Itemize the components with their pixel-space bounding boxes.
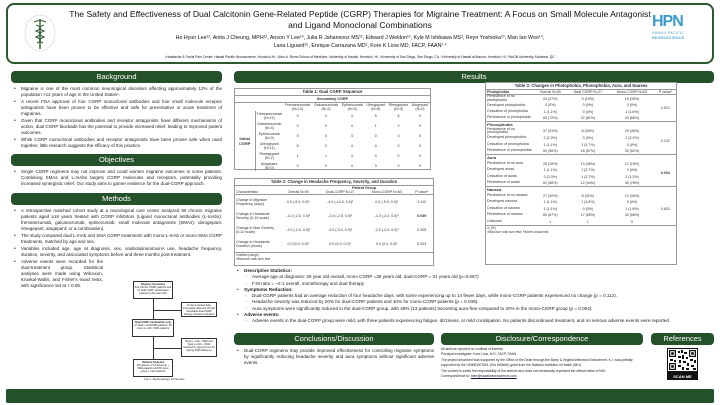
table1-cell: 0 xyxy=(374,144,377,148)
table2-p-value: 0.039 xyxy=(417,213,427,218)
table1-cell: 0 xyxy=(325,124,328,128)
table1-cell: 6 xyxy=(397,114,400,118)
table1-col-header: Rimegepant (N=3) xyxy=(388,103,409,111)
table3-cell: 1 (1.1%) xyxy=(543,168,558,173)
table3-cell: 12 (44%) xyxy=(580,180,596,185)
table3-footnote: ¹n (%) xyxy=(487,225,496,230)
flow-box-text: 322 chronic CGRP patients and 47 dual CGRP combination patients (≥18 years old) xyxy=(134,285,172,295)
table2-col-header: Overall N=90 xyxy=(287,190,309,194)
table1-col-header: Eptinezumab (N=0) xyxy=(341,103,363,111)
methods-bullet: • Variables included age, age at diagnosis, sex, onabotulinumtoxinA use, headache frequency, duration, severity, and associated symptoms before and three months post-treatment. xyxy=(11,246,222,258)
table2-col-header: Mono-CGRP N=63 xyxy=(371,190,402,194)
table3-cell: 1 xyxy=(549,219,552,224)
table1-cell: 0 xyxy=(325,134,328,138)
table3-cell: 0 xyxy=(631,219,633,224)
table1-col-header: Atogepant (N=0) xyxy=(411,103,429,111)
table1-cell: 0 xyxy=(418,144,421,148)
findings-heading: • Descriptive Statistics: xyxy=(234,268,714,274)
table1-cell: 0 xyxy=(418,134,421,138)
table1-header-row xyxy=(235,103,430,111)
findings-heading: • Adverse events: xyxy=(234,312,714,318)
table3-cell: 37 (41%) xyxy=(542,129,558,134)
table1-corner xyxy=(235,103,255,111)
table3-p-value: 0.004 xyxy=(660,171,670,176)
table2-footnote: ¹Wilcoxon rank sum test xyxy=(236,256,271,261)
findings-item: ◦ Headache severity was reduced by 20% for dual-CGRP patients and 10% for mono-CGRP patients (p = 0.039). xyxy=(234,299,714,305)
caduceus-logo xyxy=(23,13,57,53)
table2-grid xyxy=(235,186,433,251)
table3-cell: 2 (3.2%) xyxy=(625,136,639,141)
flow-box-title: Registry Screening xyxy=(141,282,165,286)
table-dual-cgrp-sequence xyxy=(234,88,431,170)
table1-cell: 5 xyxy=(374,114,377,118)
table1-row-label: Rimegepant (N=2) xyxy=(259,151,279,160)
table3-cell: 22 (81%) xyxy=(580,116,596,121)
table1-cell: 0 xyxy=(351,154,354,158)
table3-row-label: Cessation of nausea xyxy=(487,205,520,210)
table3-cell: 0 (0%) xyxy=(626,142,638,147)
table2-row xyxy=(235,223,433,237)
table3-cell: 1 (3.7%) xyxy=(581,174,595,179)
disclosure-funding: The project described was supported by the Office of the Dean through the Barry & Virginia Weinman Endowment. K.I. was partially supported by the U54MD007601 (Ola HAWAII) grant from the National Institutes of Health (NIH). xyxy=(441,357,633,367)
table1-group-header: Secondary CGRP xyxy=(235,96,430,103)
disclosure-line: The content is solely the responsibility of the authors and does not necessarily represent the official views of NIH. xyxy=(441,368,606,373)
background-heading: Background xyxy=(11,71,222,83)
table1-cell: 0 xyxy=(296,134,299,138)
table3-cell: 50 (56%) xyxy=(542,148,558,153)
table3-cell: 1 (1.1%) xyxy=(543,142,558,147)
table1-cell: 2 xyxy=(325,144,328,148)
flow-box-analyzed xyxy=(133,359,173,377)
footer-bar xyxy=(6,389,714,403)
table3-cell: 13 (48%) xyxy=(580,161,596,166)
table3-cell: 1 (1.6%) xyxy=(625,109,639,114)
table3-cell: 2 (3.2%) xyxy=(625,174,639,179)
table1-cell: 0 xyxy=(397,154,400,158)
objectives-bullet: • Single CGRP regimens may not improve and could worsen migraine outcomes in some patients. Combining SMAs and L-mAbs targets CGRP molecules and receptors, potentially providing increased synergistic relief. Our study aims to garner evidence for the dual-CGRP approach. xyxy=(11,169,222,187)
table2-row-label: Change in Max Severity (0-10 scale) xyxy=(236,225,275,234)
table3-p-value: 0.147 xyxy=(660,138,670,143)
table1-cell: 0 xyxy=(296,124,299,128)
table2-cell: -2.0 (-2.0, 0.0)¹ xyxy=(374,227,399,232)
table3-cell: 25 (28%) xyxy=(542,161,558,166)
author-list xyxy=(78,34,642,50)
table3-cell: 1 (1.1%) xyxy=(543,200,558,205)
table3-row xyxy=(486,95,676,103)
methods-bullet: • Adverse events were recorded for the dual-treatment group. Statistical analyses were made using Wilcoxon, Kruskal-Wallis, and Fisher's exact tests, with significance set at < 0.05. xyxy=(11,259,103,289)
table3-footnote: ¹Wilcoxon rank sum test; Fisher's exact test xyxy=(487,229,549,234)
left-column xyxy=(11,71,222,290)
background-bullet: • Migraine is one of the most common neurological disorders affecting approximately 12% of the population >12 years of age in the United States¹. xyxy=(11,86,222,98)
table1-row-group: Initial CGRP xyxy=(235,111,255,171)
table1-cell: 0 xyxy=(418,154,421,158)
flow-box-text: Mono L-mAb / SMA and 'Dual L-mAb + SMA' matched by age and sex for Spring 2023 follow-up xyxy=(182,339,215,352)
table3-section-name: Aura xyxy=(486,154,676,160)
table3-cell: 65 (72%) xyxy=(542,116,558,121)
table3-cell: 1 (1.1%) xyxy=(543,109,558,114)
poster-header xyxy=(6,3,714,64)
table3-cell: 17 (65%) xyxy=(580,213,596,218)
table2-cell: -2.0 (-3.0, 0.0)¹ xyxy=(328,227,353,232)
background-bullet: • While CGRP monoclonal antibodies and receptor antagonists have been proven safe when used together, little research suggests the efficacy of this practice. xyxy=(11,137,222,149)
table3-row-label: Cessation of photophobia xyxy=(487,109,528,114)
table1-col-header: Fremanezumab (N=13) xyxy=(284,103,311,111)
table1-cell: 0 xyxy=(351,114,354,118)
disclosure-section xyxy=(441,333,643,379)
table2-col-header: Characteristic xyxy=(236,190,258,194)
hpn-logo xyxy=(652,13,700,55)
table2-p-value: 0.423 xyxy=(417,241,427,246)
results-findings xyxy=(234,268,714,325)
table2-col-header: Dual-CGRP N=27 xyxy=(325,190,355,194)
methodology-flowchart xyxy=(122,281,222,381)
flow-box-text: 90 patients: 27 dual group + SMA patients and 63 mono group L-mAb patients xyxy=(136,363,170,373)
table3-row-label: Persistence of no phonophobia xyxy=(487,126,515,135)
table3-row-label: Cessation of phonophobia xyxy=(487,141,529,146)
table2-footnote: ¹median (range) xyxy=(236,252,259,257)
table1-body xyxy=(235,111,430,171)
table1-cell: 0 xyxy=(296,114,299,118)
table2-caption: Table 2: Change in Headache Frequency, Severity, and Duration xyxy=(235,179,433,186)
table3-row-label: Unknown xyxy=(487,218,502,223)
table2-row xyxy=(235,195,433,209)
table1-grid xyxy=(235,103,430,171)
table3-cell: 0 (0%) xyxy=(582,136,594,141)
table3-section-name: Phonophobia xyxy=(486,122,676,128)
table3-cell: 8 (30%) xyxy=(581,129,595,134)
table3-row-label: Persistence of no aura xyxy=(487,160,523,165)
findings-item: ◦ F:M ratio = ~2:1 overall, monotherapy and dual therapy xyxy=(234,281,714,287)
table3-row-label: Persistence of no nausea xyxy=(487,192,528,197)
table1-row-label: Eptinezumab (N=0) xyxy=(258,131,280,140)
authors-line-2: Lana Liguard¹⁵, Enrique Carrazana MD¹, Kore K Liow MD, FACP, FAAN¹ ² xyxy=(273,43,447,49)
table1-cell: 0 xyxy=(418,164,421,168)
table3-row-label: Persistence of phonophobia xyxy=(487,148,532,153)
table3-p-value: 0.512 xyxy=(660,106,670,111)
table3-cell: 43 (68%) xyxy=(624,213,640,218)
references-heading: References xyxy=(651,333,714,345)
flow-box-text: 27 dual L-mAb/SMA patients; 63 mono L-mAb / SMA patients xyxy=(134,323,172,330)
table2-cell: 0.0 (-5.0, 0.0)¹ xyxy=(286,199,310,204)
table2-p-value: 0.112 xyxy=(417,199,427,204)
table1-row xyxy=(235,121,430,131)
correspondence-label: Correspondence to: xyxy=(441,373,471,378)
methods-list xyxy=(11,208,222,289)
table3-body xyxy=(486,95,676,225)
conclusions-bullet: • Dual-CGRP regimens may provide improved effectiveness for controlling migraine symptoms by significantly reducing headache severity and aura symptoms without significant adverse events. xyxy=(234,348,434,366)
table1-cell: 0 xyxy=(351,144,354,148)
table3-col-header: Overall N=90 xyxy=(539,90,561,94)
table3-cell: 0 (0%) xyxy=(626,168,638,173)
table3-grid xyxy=(486,90,676,225)
table3-col-header: P value¹ xyxy=(658,90,672,94)
table1-corner xyxy=(255,103,283,111)
table1-row xyxy=(235,151,430,161)
flow-box-dual-cgrp xyxy=(132,319,174,337)
table1-cell: 0 xyxy=(397,144,400,148)
table3-row-label: Persistence of auras xyxy=(487,180,520,185)
table1-cell: 0 xyxy=(418,114,421,118)
flow-box-text: 14 forms lacked data, incomplete data and 23 had unsuitable dual CGRP therapy duration excluded xyxy=(182,303,215,316)
table3-cell: 18 (67%) xyxy=(580,148,596,153)
table1-cell: 1 xyxy=(325,154,328,158)
disclosure-line: Principal Investigator: Kore Liow, M.D, FACP, FAAN xyxy=(441,352,517,356)
table3-row-label: Developed phonophobia xyxy=(487,135,526,140)
table3-cell: 27 (30%) xyxy=(542,193,558,198)
table3-cell: 1 (3.7%) xyxy=(581,142,595,147)
disclosure-text xyxy=(441,347,643,379)
conclusions-section xyxy=(234,333,434,367)
objectives-heading: Objectives xyxy=(11,154,222,166)
table3-cell: 1 (3.7%) xyxy=(581,168,595,173)
table1-row xyxy=(235,111,430,121)
table2-body xyxy=(235,195,433,251)
table2-cell: -2.0 (-2.0, 0.0)¹ xyxy=(286,227,311,232)
findings-item: ◦ Adverse events in the dual-CGRP group were mild, with three patients experiencing fatigue, dizziness, or mild constipation. No patients discontinued treatment, and no serious adverse events were reported. xyxy=(234,318,714,324)
table1-caption: Table 1: Dual CGRP Sequence xyxy=(235,89,430,96)
table3-cell: 24 (27%) xyxy=(542,96,558,101)
table1-cell: 0 xyxy=(397,134,400,138)
table3-col-header: Dual CGRP N=27 xyxy=(573,90,603,94)
table2-col-header: P value¹ xyxy=(415,190,429,194)
table3-row-label: Persistence of no photophobia xyxy=(487,94,515,102)
table2-cell: 0.0 (0.0, 0.0)¹ xyxy=(375,241,398,246)
table-headache-changes xyxy=(234,178,434,266)
table2-row-label: Change in Migraine Frequency (days) xyxy=(236,197,268,206)
table1-cell: 2 xyxy=(397,124,400,128)
results-heading: Results xyxy=(234,71,714,83)
table2-footnotes xyxy=(235,252,433,261)
table3-col-header: Photophobia xyxy=(487,90,509,94)
flow-box-matching xyxy=(181,338,217,357)
background-bullet: • Given that CGRP monoclonal antibodies and receptor antagonists have different mechanisms of action, dual CGRP blockade has the potential to provide increased relief, leading to improved patient outcomes. xyxy=(11,118,222,136)
table1-row xyxy=(235,141,430,151)
table3-cell: 60 (67%) xyxy=(542,213,558,218)
table3-cell: 1 (3.8%) xyxy=(581,200,595,205)
table3-footnotes xyxy=(486,225,676,234)
table1-cell: 0 xyxy=(374,154,377,158)
table1-cell: 1 xyxy=(296,154,299,158)
conclusions-list xyxy=(234,348,434,366)
table1-col-header: Galcanezumab (N=2) xyxy=(313,103,339,111)
table1-row xyxy=(235,131,430,141)
table3-cell: 8 (31%) xyxy=(581,193,595,198)
table3-row xyxy=(486,128,676,135)
table2-p-value: 0.305 xyxy=(417,227,427,232)
table2-row-label: Change in Headache Severity (0-10 scale) xyxy=(236,211,270,220)
table3-cell: 19 (30%) xyxy=(624,96,640,101)
table2-group-header: Patient Group xyxy=(352,186,376,190)
table1-cell: 0 xyxy=(374,134,377,138)
hpn-logo-line2: NEUROSCIENCE xyxy=(652,36,685,40)
flow-box-screening xyxy=(133,281,173,299)
table3-cell: 2 (2.2%) xyxy=(543,136,558,141)
table3-p-value: 0.803 xyxy=(660,206,670,211)
findings-heading: • Symptoms Reduction: xyxy=(234,287,714,293)
background-bullet: • A recent FDA approval of four CGRP monoclonal antibodies and four small molecule receptor antagonists have been proven to be effective and safe for preventative or acute treatment of migraines. xyxy=(11,99,222,117)
table2-cell: 0.0 (0.0, 0.0)¹ xyxy=(329,241,351,246)
figure-caption: Fig 1. Methodology Schematic xyxy=(144,377,185,381)
table2-cell: 0.0 (0.0, 0.0)¹ xyxy=(287,241,310,246)
table3-cell: 0 (0%) xyxy=(626,200,638,205)
table3-cell: 0 (0%) xyxy=(582,206,594,211)
qr-code[interactable] xyxy=(667,348,698,380)
table1-cell: 0 xyxy=(374,164,377,168)
flow-box-title: Patients Analyzed xyxy=(141,360,165,364)
table3-cell: 1 xyxy=(586,219,589,224)
correspondence-email-link[interactable]: hlee@hawaiineuroscience.com xyxy=(470,373,517,378)
table1-row-label: Ubrogepant (N=11) xyxy=(259,141,279,150)
table2-cell: -2.0 (-2.5, 0.0)¹ xyxy=(328,213,353,218)
table3-row-label: Persistence of photophobia xyxy=(487,115,531,120)
table1-cell: 0 xyxy=(351,164,354,168)
hpn-logo-mark: HPN xyxy=(652,13,683,30)
table1-cell: 1 xyxy=(374,124,377,128)
background-list xyxy=(11,86,222,149)
flow-connector xyxy=(153,310,181,311)
table3-caption: Table 3: Changes in Photophobia, Phonophobia, Aura, and Nausea xyxy=(486,83,676,90)
table3-row-label: Persistence of nausea xyxy=(487,212,523,217)
table2-cell: 0.0 (-5.0, 0.0)¹ xyxy=(375,199,399,204)
table2-row-label: Change in Headache Duration (hours) xyxy=(236,239,270,248)
table3-cell: 12 (19%) xyxy=(624,161,640,166)
table1-cell: 0 xyxy=(418,124,421,128)
flow-connector xyxy=(153,348,181,349)
qr-label: SCAN ME xyxy=(673,374,692,379)
methods-bullet: • A retrospective matched cohort study at a neurological care center analyzed 90 chronic migraine patients aged ≥18 years treated with CGRP inhibitors (Ligand monoclonal antibodies (L-mAbs): fremanezumab, galcanezumab, eptinezumab; small molecule antagonists (SMAs): ubrogepant, rimegepant, atogepant; or a combination). xyxy=(11,208,222,232)
methods-bullet: • The study compared dual L-mAb and SMA CGRP treatments with mono-L-mAb or mono-SMA CGRP treatments, matched by age and sex. xyxy=(11,233,222,245)
findings-item: ◦ Aura symptoms were significantly reduced in the dual-CGRP group, with 48% (13 patients) becoming aura-free compared to 20% in the mono-CGRP group (p = 0.004). xyxy=(234,306,714,312)
table3-cell: 3 (3.3%) xyxy=(543,174,558,179)
table3-cell: 32 (51%) xyxy=(624,148,640,153)
table1-cell: 8 xyxy=(296,144,299,148)
table1-row xyxy=(235,161,430,171)
table1-cell: 0 xyxy=(325,164,328,168)
table3-col-header: Mono-CGRP N=63 xyxy=(616,90,648,94)
table1-cell: 0 xyxy=(296,164,299,168)
table3-cell: 1 (1.6%) xyxy=(625,206,639,211)
findings-item: ◦ Dual-CGRP patients had an average reduction of four headache days, with some experiencing up to 14 fewer days, while mono-CGRP patients experienced no change (p = 0.112). xyxy=(234,293,714,299)
table1-cell: 0 xyxy=(351,134,354,138)
table3-row-label: Developed auras xyxy=(487,167,515,172)
table2-row xyxy=(235,237,433,251)
hpn-logo-line1: HAWAII PACIFIC xyxy=(652,31,685,35)
table1-col-header: Ubrogepant (N=8) xyxy=(366,103,386,111)
table1-cell: 0 xyxy=(351,124,354,128)
table2-cell: -4.0 (-14.0, 0.0)¹ xyxy=(327,199,354,204)
table3-cell: 0 (0%) xyxy=(544,103,556,108)
disclosure-nih xyxy=(441,369,643,379)
authors-line-1: Ho Hyun Lee¹², Anita J Cheung, MPH¹², Anson Y Lee¹³, Julia R Jahansooz MS¹², Edward J Weldon¹², Kyle M Ishikawa MS², Reyn Yoshioka¹³, Man Ian Woo¹⁴, xyxy=(175,35,545,41)
table3-cell: 29 (46%) xyxy=(624,129,640,134)
table1-row-label: Galcanezumab (N=3) xyxy=(257,121,282,130)
table3-row-label: Cessation of auras xyxy=(487,173,517,178)
poster-title: The Safety and Effectiveness of Dual Calcitonin Gene-Related Peptide (CGRP) Therapies for Migraine Treatment: A Focus on Small Molecule Antagonist and Ligand Monoclonal Combinations xyxy=(69,9,651,30)
table3-cell: 0 (0%) xyxy=(626,103,638,108)
table3-cell: 1 (1.1%) xyxy=(543,206,558,211)
methods-heading: Methods xyxy=(11,193,222,205)
table3-cell: 19 (30%) xyxy=(624,193,640,198)
table1-row-label: Fremanezumab (N=11) xyxy=(256,111,282,120)
table1-row-label: Atogepant (N=0) xyxy=(261,161,278,170)
table-symptom-changes xyxy=(485,82,677,265)
table2-cell: -1.0 (-2.0, 0.0)¹ xyxy=(374,213,399,218)
table2-row xyxy=(235,209,433,223)
table3-section-name: Nausea xyxy=(486,186,676,192)
findings-item: ◦ Average age at diagnosis: 29 year old overall, mono CGRP =28 years old, dual-CGRP = 31 years old (p=0.667) xyxy=(234,274,714,280)
table3-cell: 0 (0%) xyxy=(582,109,594,114)
references-section xyxy=(651,333,714,380)
flow-box-title: Dual CGRP combination only xyxy=(135,320,171,324)
disclosure-conflicts xyxy=(441,347,643,357)
qr-pattern-icon xyxy=(667,348,698,372)
conclusions-heading: Conclusions/Discussion xyxy=(234,333,434,345)
disclosure-heading: Disclosure/Correspondence xyxy=(441,333,643,345)
table3-cell: 49 (78%) xyxy=(624,180,640,185)
table3-cell: 43 (68%) xyxy=(624,116,640,121)
table3-row-label: Developed photophobia xyxy=(487,102,525,107)
table1-cell: 0 xyxy=(325,114,328,118)
table1-cell: 0 xyxy=(397,164,400,168)
table3-cell: 61 (68%) xyxy=(542,180,558,185)
table2-cell: -1.0 (-2.0, 0.0)¹ xyxy=(286,213,311,218)
table3-cell: 0 (0%) xyxy=(582,103,594,108)
objectives-list xyxy=(11,169,222,187)
affiliations: ¹Headache & Facial Pain Center, Hawaii Pacific Neuroscience, Honolulu HI, ²John A. Burns School of Medicine, University of Hawaii, Honolulu, HI, ³University of San Diego, San Diego, CA, ⁴University of Hawaii at Manoa, Honolulu, HI, ⁵McGill University, Montreal, QC xyxy=(165,55,555,59)
flow-box-exclusion-1 xyxy=(181,302,217,317)
table3-cell: 5 (19%) xyxy=(581,96,595,101)
table3-row-label: Developed nausea xyxy=(487,199,517,204)
disclosure-line: All authors reported no conflicts of interest. xyxy=(441,347,504,351)
